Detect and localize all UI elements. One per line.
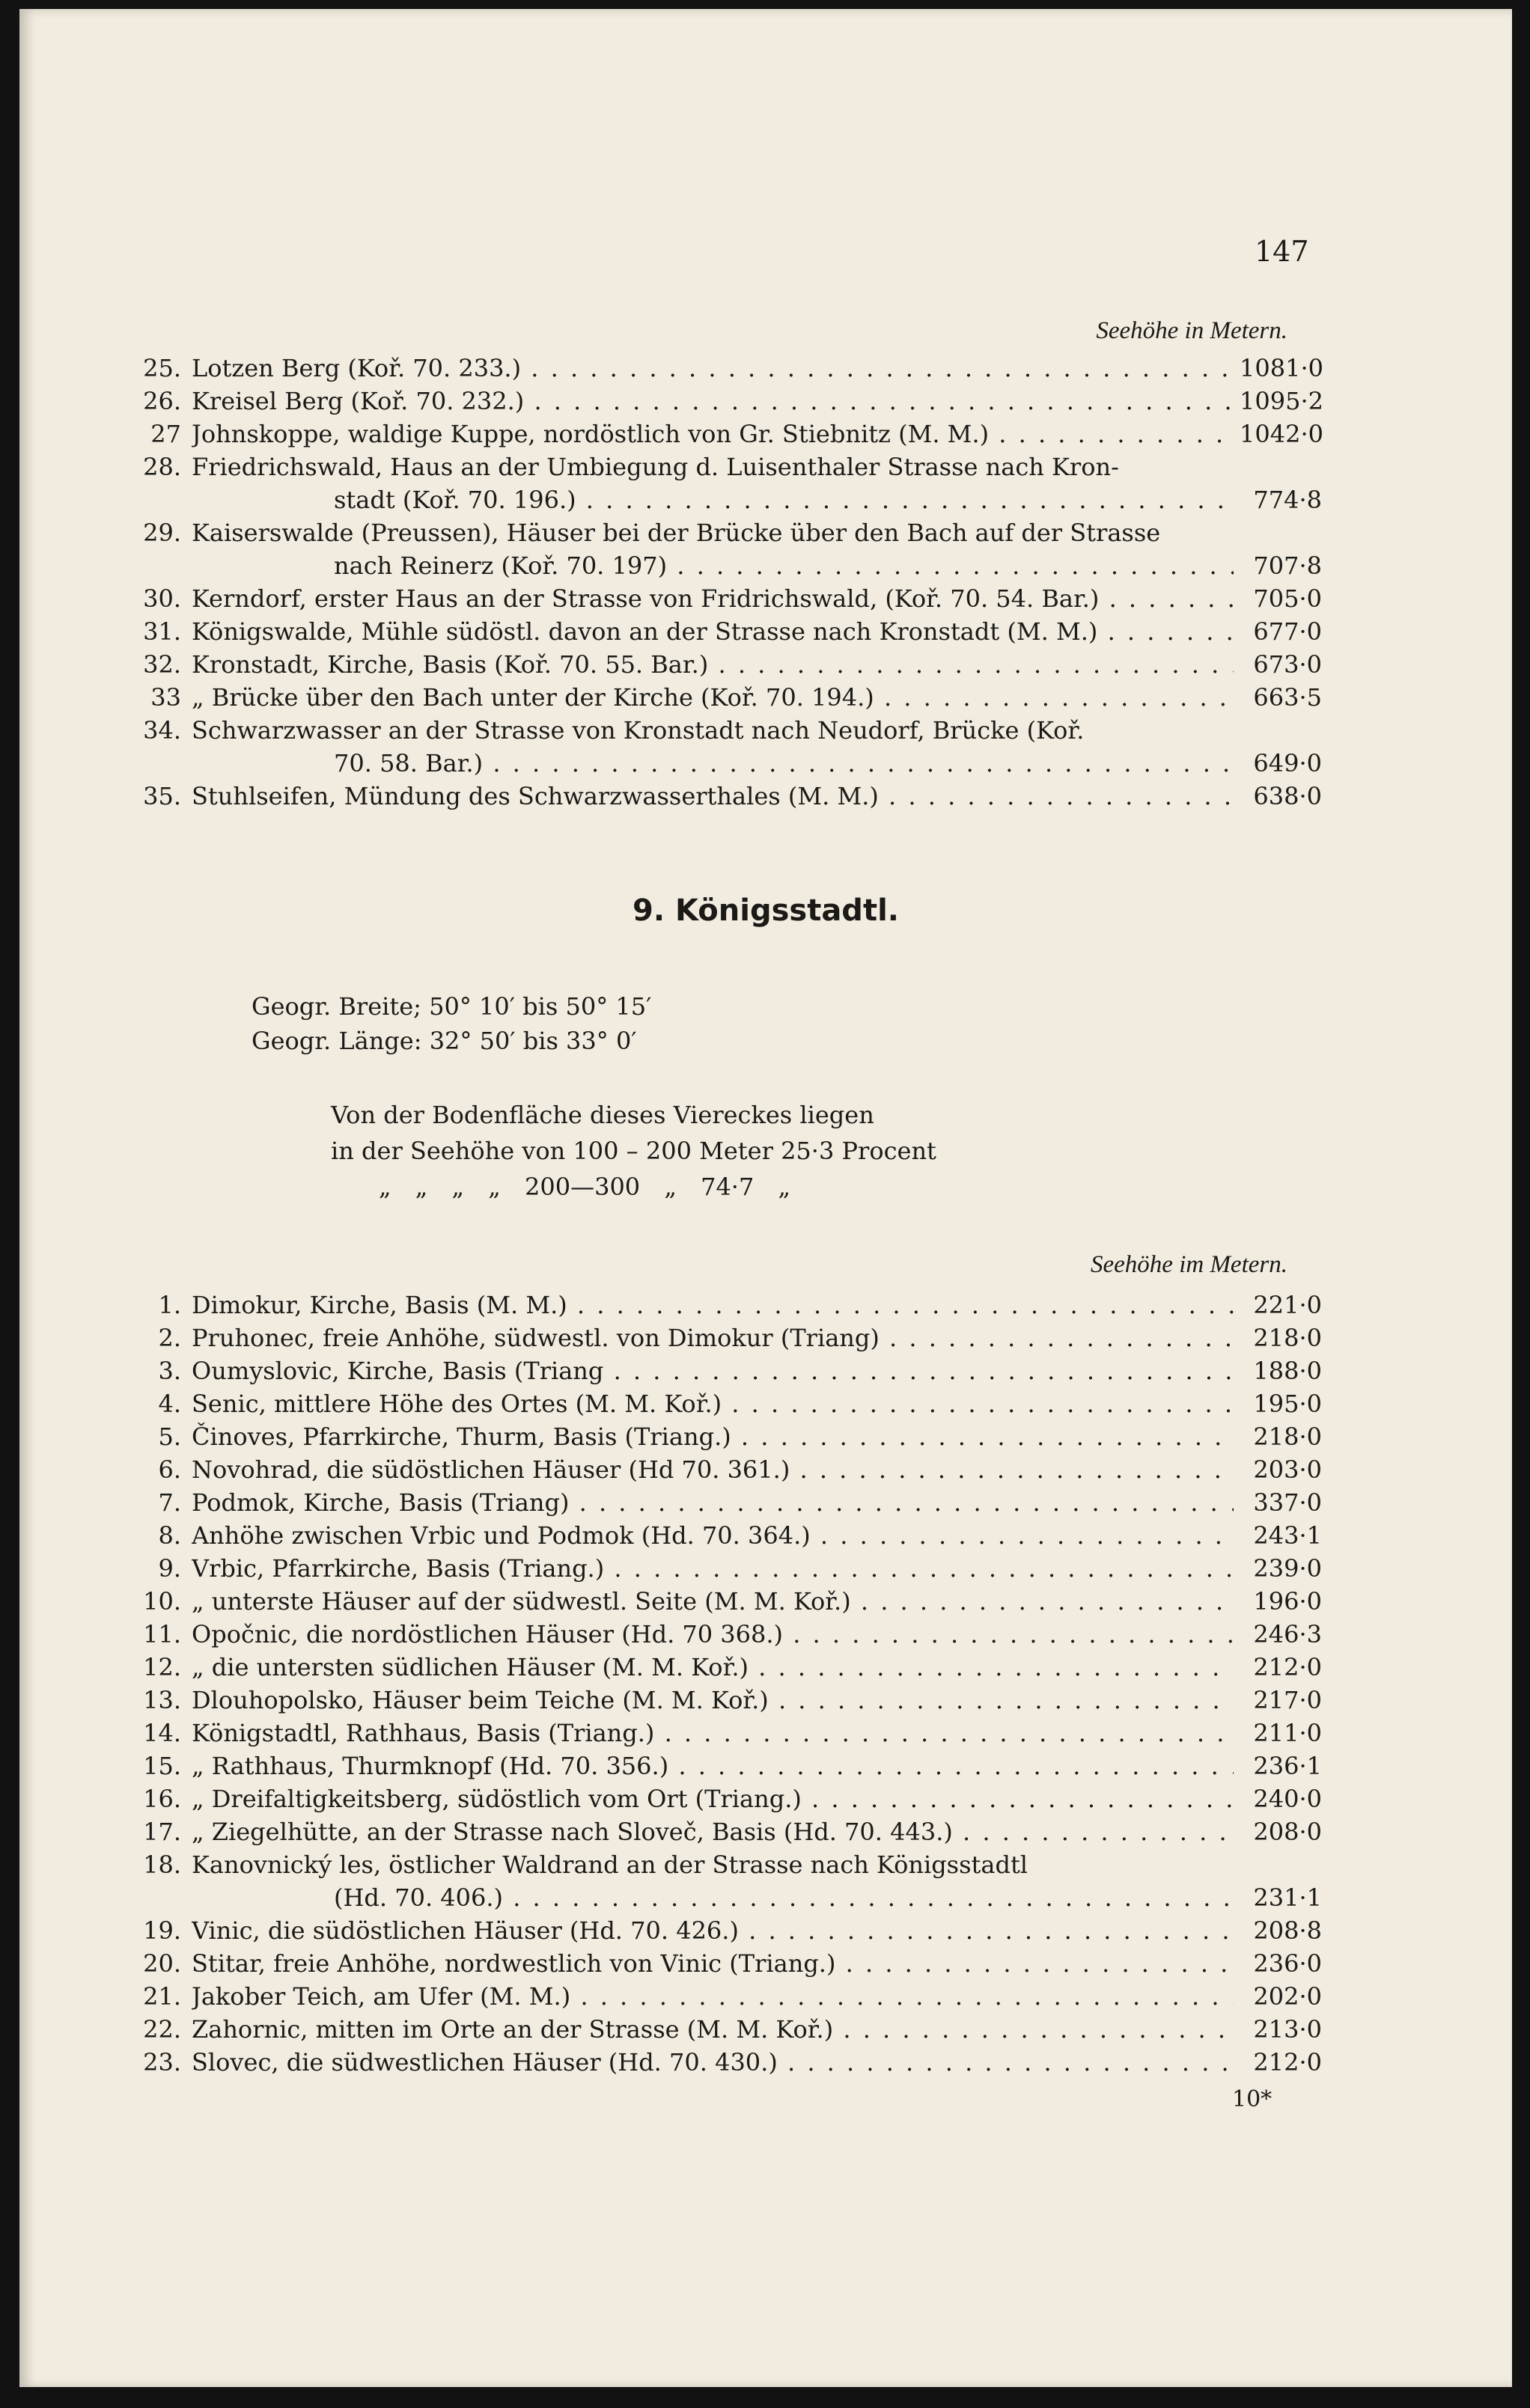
table-row bbox=[132, 582, 1322, 615]
entry-number: 9. bbox=[158, 1554, 181, 1583]
entry-description: Vinic, die südöstlichen Häuser (Hd. 70. 426.) . . . bbox=[192, 1914, 1234, 1947]
table-row bbox=[132, 1420, 1322, 1453]
elevation-value: 243·1 bbox=[1253, 1521, 1322, 1550]
elevation-value: 195·0 bbox=[1253, 1390, 1322, 1418]
entry-number: 7. bbox=[158, 1488, 181, 1517]
elevation-value: 707·8 bbox=[1253, 551, 1322, 580]
entry-description: Oumyslovic, Kirche, Basis (Triang . . . bbox=[192, 1354, 1234, 1387]
elevation-value: 208·0 bbox=[1253, 1818, 1322, 1846]
entry-number: 23. bbox=[143, 2048, 181, 2077]
entry-number: 15. bbox=[143, 1752, 181, 1780]
entry-description: „ Brücke über den Bach unter der Kirche (Koř. 70. 194.) . . . bbox=[192, 681, 1234, 714]
entry-description: 70. 58. Bar.) . . . bbox=[334, 747, 1234, 780]
signature-mark: 10* bbox=[1232, 2086, 1273, 2112]
entry-number: 31. bbox=[143, 617, 181, 646]
entry-description: Slovec, die südwestlichen Häuser (Hd. 70. 430.) . . . bbox=[192, 2046, 1234, 2079]
elevation-value: 705·0 bbox=[1253, 584, 1322, 613]
elevation-value: 663·5 bbox=[1253, 683, 1322, 712]
entry-description: Kanovnický les, östlicher Waldrand an der Strasse nach Königsstadtl bbox=[192, 1851, 1028, 1879]
entry-description: Friedrichswald, Haus an der Umbiegung d. Luisenthaler Strasse nach Kron- bbox=[192, 453, 1119, 481]
entry-number: 1. bbox=[158, 1291, 181, 1319]
table-row bbox=[132, 1486, 1322, 1519]
elevation-value: 236·1 bbox=[1253, 1752, 1322, 1780]
elevation-value: 217·0 bbox=[1253, 1686, 1322, 1714]
table-row bbox=[132, 2046, 1322, 2079]
elevation-table-a bbox=[132, 352, 1322, 813]
elevation-value: 196·0 bbox=[1253, 1587, 1322, 1616]
entry-description: Vrbic, Pfarrkirche, Basis (Triang.) . . . bbox=[192, 1552, 1234, 1585]
entry-number: 4. bbox=[158, 1390, 181, 1418]
table-row bbox=[132, 714, 1322, 747]
entry-number: 13. bbox=[143, 1686, 181, 1714]
entry-description: Novohrad, die südöstlichen Häuser (Hd 70. 361.) . . . bbox=[192, 1453, 1234, 1486]
intro-line-3: „ „ „ „ 200—300 „ 74·7 „ bbox=[379, 1173, 791, 1201]
intro-line-2: in der Seehöhe von 100 – 200 Meter 25·3 Procent bbox=[331, 1137, 936, 1165]
table-row bbox=[132, 1717, 1322, 1750]
entry-description: Jakober Teich, am Ufer (M. M.) . . . bbox=[192, 1980, 1234, 2013]
table-row bbox=[132, 1585, 1322, 1618]
entry-number: 16. bbox=[143, 1785, 181, 1813]
entry-description: Opočnic, die nordöstlichen Häuser (Hd. 70 368.) . . . bbox=[192, 1618, 1234, 1651]
elevation-value: 231·1 bbox=[1253, 1883, 1322, 1912]
entry-number: 3. bbox=[158, 1357, 181, 1385]
entry-description: Senic, mittlere Höhe des Ortes (M. M. Koř.) . . . bbox=[192, 1387, 1234, 1420]
elevation-value: 1095·2 bbox=[1240, 387, 1323, 415]
table-row bbox=[132, 1321, 1322, 1354]
table-row bbox=[132, 615, 1322, 648]
entry-description: (Hd. 70. 406.) . . . bbox=[334, 1881, 1234, 1914]
elevation-value: 239·0 bbox=[1253, 1554, 1322, 1583]
entry-number: 28. bbox=[143, 453, 181, 481]
entry-number: 19. bbox=[143, 1916, 181, 1945]
entry-number: 21. bbox=[143, 1982, 181, 2011]
table-row bbox=[132, 418, 1322, 450]
entry-number: 8. bbox=[158, 1521, 181, 1550]
entry-description: Stitar, freie Anhöhe, nordwestlich von Vinic (Triang.) . . . bbox=[192, 1947, 1234, 1980]
elevation-value: 212·0 bbox=[1253, 2048, 1322, 2077]
elevation-value: 638·0 bbox=[1253, 782, 1322, 810]
entry-description: „ Rathhaus, Thurmknopf (Hd. 70. 356.) . . . bbox=[192, 1750, 1234, 1782]
entry-description: Königstadtl, Rathhaus, Basis (Triang.) . . . bbox=[192, 1717, 1234, 1750]
table-row bbox=[132, 1914, 1322, 1947]
entry-number: 18. bbox=[143, 1851, 181, 1879]
intro-line-1: Von der Bodenfläche dieses Viereckes liegen bbox=[331, 1101, 874, 1129]
elevation-value: 212·0 bbox=[1253, 1653, 1322, 1681]
entry-description: Königswalde, Mühle südöstl. davon an der Strasse nach Kronstadt (M. M.) . . . bbox=[192, 615, 1234, 648]
table-row bbox=[132, 1289, 1322, 1321]
table-row bbox=[132, 1618, 1322, 1651]
entry-number: 26. bbox=[143, 387, 181, 415]
entry-description: nach Reinerz (Koř. 70. 197) . . . bbox=[334, 549, 1234, 582]
table-row bbox=[132, 1387, 1322, 1420]
entry-description: Činoves, Pfarrkirche, Thurm, Basis (Triang.) . . . bbox=[192, 1420, 1234, 1453]
entry-number: 22. bbox=[143, 2015, 181, 2044]
section-title: 9. Königsstadtl. bbox=[633, 893, 899, 928]
entry-number: 30. bbox=[143, 584, 181, 613]
table-row bbox=[132, 1980, 1322, 2013]
geo-latitude: Geogr. Breite; 50° 10′ bis 50° 15′ bbox=[252, 992, 652, 1021]
elevation-value: 203·0 bbox=[1253, 1455, 1322, 1484]
entry-number: 10. bbox=[143, 1587, 181, 1616]
elevation-value: 211·0 bbox=[1253, 1719, 1322, 1747]
entry-description: Dimokur, Kirche, Basis (M. M.) . . . bbox=[192, 1289, 1234, 1321]
entry-description: Kerndorf, erster Haus an der Strasse von Fridrichswald, (Koř. 70. 54. Bar.) . . . bbox=[192, 582, 1234, 615]
entry-number: 32. bbox=[143, 650, 181, 679]
elevation-value: 774·8 bbox=[1253, 486, 1322, 514]
entry-description: „ Ziegelhütte, an der Strasse nach Sloveč, Basis (Hd. 70. 443.) . . . bbox=[192, 1815, 1234, 1848]
entry-description: stadt (Koř. 70. 196.) . . . bbox=[334, 483, 1234, 516]
book-page bbox=[19, 9, 1512, 2387]
geo-longitude: Geogr. Länge: 32° 50′ bis 33° 0′ bbox=[252, 1027, 637, 1055]
entry-number: 25. bbox=[143, 354, 181, 382]
table-row bbox=[132, 1519, 1322, 1552]
table-row bbox=[132, 780, 1322, 813]
table-row bbox=[132, 648, 1322, 681]
table-row bbox=[132, 681, 1322, 714]
elevation-value: 246·3 bbox=[1253, 1620, 1322, 1648]
elevation-value: 1081·0 bbox=[1240, 354, 1323, 382]
entry-number: 6. bbox=[158, 1455, 181, 1484]
table-row bbox=[132, 450, 1322, 483]
entry-description: Kaiserswalde (Preussen), Häuser bei der Brücke über den Bach auf der Strasse bbox=[192, 519, 1161, 547]
elevation-value: 649·0 bbox=[1253, 749, 1322, 777]
table-row bbox=[132, 1881, 1322, 1914]
entry-number: 12. bbox=[143, 1653, 181, 1681]
elevation-value: 218·0 bbox=[1253, 1324, 1322, 1352]
elevation-value: 208·8 bbox=[1253, 1916, 1322, 1945]
table-row bbox=[132, 1947, 1322, 1980]
entry-description: „ Dreifaltigkeitsberg, südöstlich vom Ort (Triang.) . . . bbox=[192, 1782, 1234, 1815]
table-row bbox=[132, 1552, 1322, 1585]
elevation-value: 673·0 bbox=[1253, 650, 1322, 679]
elevation-value: 1042·0 bbox=[1240, 420, 1323, 448]
entry-description: Kronstadt, Kirche, Basis (Koř. 70. 55. Bar.) . . . bbox=[192, 648, 1234, 681]
elevation-value: 236·0 bbox=[1253, 1949, 1322, 1978]
table-row bbox=[132, 549, 1322, 582]
table-row bbox=[132, 1354, 1322, 1387]
elevation-value: 188·0 bbox=[1253, 1357, 1322, 1385]
entry-number: 20. bbox=[143, 1949, 181, 1978]
entry-description: Stuhlseifen, Mündung des Schwarzwasserthales (M. M.) . . . bbox=[192, 780, 1234, 813]
entry-description: Anhöhe zwischen Vrbic und Podmok (Hd. 70. 364.) . . . bbox=[192, 1519, 1234, 1552]
entry-description: Podmok, Kirche, Basis (Triang) . . . bbox=[192, 1486, 1234, 1519]
entry-number: 14. bbox=[143, 1719, 181, 1747]
table-row bbox=[132, 483, 1322, 516]
elevation-value: 240·0 bbox=[1253, 1785, 1322, 1813]
elevation-value: 202·0 bbox=[1253, 1982, 1322, 2011]
elevation-value: 221·0 bbox=[1253, 1291, 1322, 1319]
entry-number: 29. bbox=[143, 519, 181, 547]
entry-number: 35. bbox=[143, 782, 181, 810]
elevation-table-b bbox=[132, 1289, 1322, 2079]
table-row bbox=[132, 2013, 1322, 2046]
column-header-b: Seehöhe im Metern. bbox=[1091, 1251, 1287, 1278]
entry-description: Schwarzwasser an der Strasse von Kronstadt nach Neudorf, Brücke (Koř. bbox=[192, 716, 1085, 745]
entry-description: Zahornic, mitten im Orte an der Strasse (M. M. Koř.) . . . bbox=[192, 2013, 1234, 2046]
entry-description: Dlouhopolsko, Häuser beim Teiche (M. M. Koř.) . . . bbox=[192, 1684, 1234, 1717]
table-row bbox=[132, 516, 1322, 549]
table-row bbox=[132, 385, 1322, 418]
entry-number: 34. bbox=[143, 716, 181, 745]
entry-description: „ die untersten südlichen Häuser (M. M. Koř.) . . . bbox=[192, 1651, 1234, 1684]
table-row bbox=[132, 1453, 1322, 1486]
entry-number: 17. bbox=[143, 1818, 181, 1846]
table-row bbox=[132, 1815, 1322, 1848]
entry-description: Pruhonec, freie Anhöhe, südwestl. von Dimokur (Triang) . . . bbox=[192, 1321, 1234, 1354]
entry-description: Lotzen Berg (Koř. 70. 233.) . . . bbox=[192, 352, 1234, 385]
table-row bbox=[132, 1848, 1322, 1881]
elevation-value: 213·0 bbox=[1253, 2015, 1322, 2044]
table-row bbox=[132, 747, 1322, 780]
table-row bbox=[132, 1651, 1322, 1684]
entry-description: Johnskoppe, waldige Kuppe, nordöstlich von Gr. Stiebnitz (M. M.) . . . bbox=[192, 418, 1234, 450]
column-header-a: Seehöhe in Metern. bbox=[1096, 317, 1287, 344]
elevation-value: 337·0 bbox=[1253, 1488, 1322, 1517]
table-row bbox=[132, 1684, 1322, 1717]
table-row bbox=[132, 352, 1322, 385]
table-row bbox=[132, 1782, 1322, 1815]
table-row bbox=[132, 1750, 1322, 1782]
entry-number: 11. bbox=[143, 1620, 181, 1648]
entry-number: 33 bbox=[150, 683, 181, 712]
entry-number: 5. bbox=[158, 1423, 181, 1451]
entry-description: „ unterste Häuser auf der südwestl. Seite (M. M. Koř.) . . . bbox=[192, 1585, 1234, 1618]
entry-number: 27 bbox=[150, 420, 181, 448]
elevation-value: 677·0 bbox=[1253, 617, 1322, 646]
entry-description: Kreisel Berg (Koř. 70. 232.) . . . bbox=[192, 385, 1234, 418]
entry-number: 2. bbox=[158, 1324, 181, 1352]
elevation-value: 218·0 bbox=[1253, 1423, 1322, 1451]
page-number: 147 bbox=[1255, 235, 1309, 268]
